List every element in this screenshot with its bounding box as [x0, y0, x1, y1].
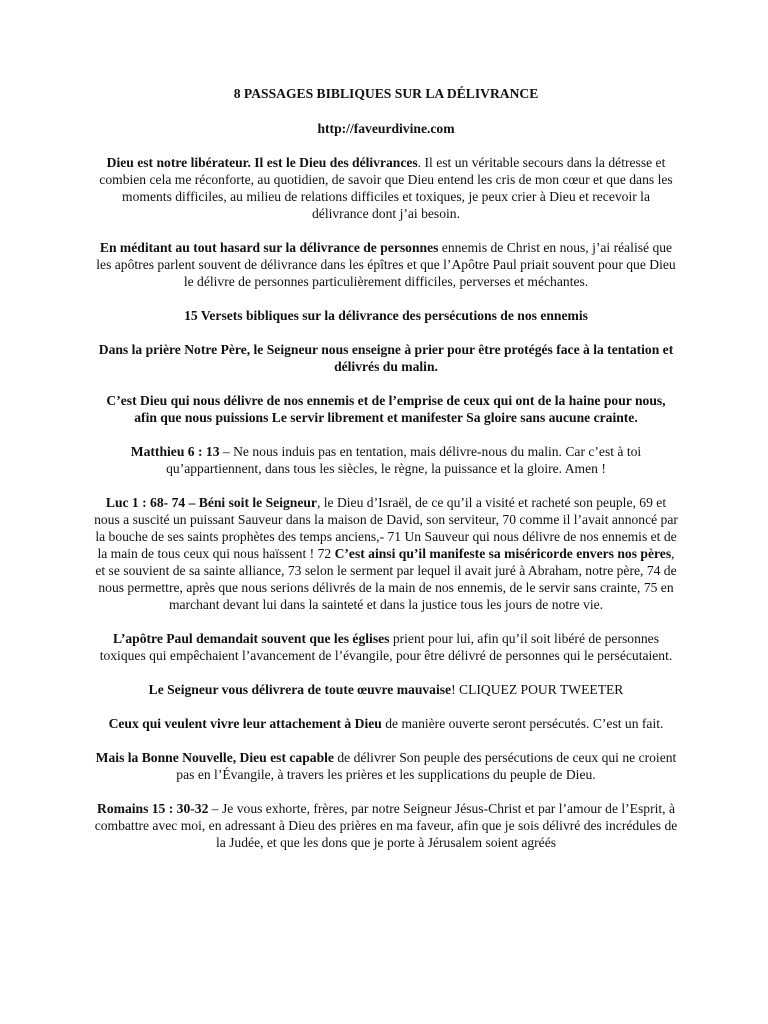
matthew-text: – Ne nous induis pas en tentation, mais délivre-nous du malin. Car c’est à toi qu’appartiennent, dans tous les siècles, le règne, la puissance et la gloire. Amen !	[166, 444, 642, 476]
god-delivers-paragraph	[94, 392, 678, 426]
persecution-bold: Ceux qui veulent vivre leur attachement à Dieu	[108, 716, 382, 731]
tweet-bold: Le Seigneur vous délivrera de toute œuvre mauvaise	[148, 682, 452, 697]
meditation-text: ennemis de Christ en nous, j’ai réalisé que les apôtres parlent souvent de délivrance dans les épîtres et que l’Apôtre Paul priait souvent pour que Dieu le délivre de personnes particulièrement difficiles, perverses et méchantes.	[96, 240, 676, 289]
intro-paragraph	[94, 154, 678, 222]
tweet-link[interactable]: ! CLIQUEZ POUR TWEETER	[451, 682, 624, 697]
good-news-bold: Mais la Bonne Nouvelle, Dieu est capable	[95, 750, 334, 765]
good-news-paragraph	[94, 749, 678, 783]
luke-text-1: , le Dieu d’Israël, de ce qu’il a visité et racheté son peuple, 69 et nous a suscité un puissant Sauveur dans la maison de David, son serviteur, 70 comme il l’avait annoncé par la bouche de ses saints prophètes des temps anciens,- 71 Un Sauveur qui nous délivre de nos ennemis et de la main de tous ceux qui nous haïssent ! 72	[94, 495, 678, 561]
paul-bold: L’apôtre Paul demandait souvent que les églises	[113, 631, 390, 646]
romans-verse	[94, 800, 678, 851]
lord-prayer-text: Dans la prière Notre Père, le Seigneur nous enseigne à prier pour être protégés face à la tentation et délivrés du malin.	[98, 342, 674, 374]
matthew-ref: Matthieu 6 : 13	[130, 444, 220, 459]
paul-paragraph	[94, 630, 678, 664]
good-news-text: de délivrer Son peuple des persécutions de ceux qui ne croient pas en l’Évangile, à travers les prières et les supplications du peuple de Dieu.	[176, 750, 677, 782]
intro-bold: Dieu est notre libérateur. Il est le Dieu des délivrances	[106, 155, 418, 170]
verses-heading	[94, 307, 678, 324]
source-url: http://faveurdivine.com	[317, 121, 455, 136]
matthew-verse	[94, 443, 678, 477]
luke-bold-2: C’est ainsi qu’il manifeste sa miséricorde envers nos pères	[334, 546, 672, 561]
lord-prayer-paragraph	[94, 341, 678, 375]
luke-ref: Luc 1 : 68- 74 – Béni soit le Seigneur	[105, 495, 317, 510]
god-delivers-text: C’est Dieu qui nous délivre de nos ennemis et de l’emprise de ceux qui ont de la haine pour nous, afin que nous puissions Le servir librement et manifester Sa gloire sans aucune crainte.	[106, 393, 666, 425]
paul-text: prient pour lui, afin qu’il soit libéré de personnes toxiques qui empêchaient l’avancement de l’évangile, pour être délivré de personnes qui le persécutaient.	[99, 631, 673, 663]
meditation-bold: En méditant au tout hasard sur la délivrance de personnes	[99, 240, 439, 255]
luke-verse	[94, 494, 678, 613]
luke-text-2: , et se souvient de sa sainte alliance, 73 selon le serment par lequel il avait juré à Abraham, notre père, 74 de nous permettre, après que nous serions délivrés de la main de nos ennemis, de le servir sans crainte, 75 en marchant devant lui dans la sainteté et dans la justice tous les jours de notre vie.	[95, 546, 677, 612]
persecution-text: de manière ouverte seront persécutés. C’est un fait.	[381, 716, 664, 731]
persecution-paragraph	[94, 715, 678, 732]
tweet-paragraph[interactable]	[94, 681, 678, 698]
document-title: 8 PASSAGES BIBLIQUES SUR LA DÉLIVRANCE	[233, 86, 539, 101]
verses-heading-text: 15 Versets bibliques sur la délivrance des persécutions de nos ennemis	[184, 308, 588, 323]
romans-text: – Je vous exhorte, frères, par notre Seigneur Jésus-Christ et par l’amour de l’Esprit, à combattre avec moi, en adressant à Dieu des prières en ma faveur, afin que je sois délivré des incrédules de la Judée, et que les dons que je porte à Jérusalem soient agréés	[94, 801, 678, 850]
meditation-paragraph	[94, 239, 678, 290]
romans-ref: Romains 15 : 30-32	[97, 801, 209, 816]
intro-text: . Il est un véritable secours dans la détresse et combien cela me réconforte, au quotidien, de savoir que Dieu entend les cris de mon cœur et que dans les moments difficiles, au milieu de relations difficiles et toxiques, je peux crier à Dieu et recevoir la délivrance dont j’ai besoin.	[99, 155, 673, 221]
